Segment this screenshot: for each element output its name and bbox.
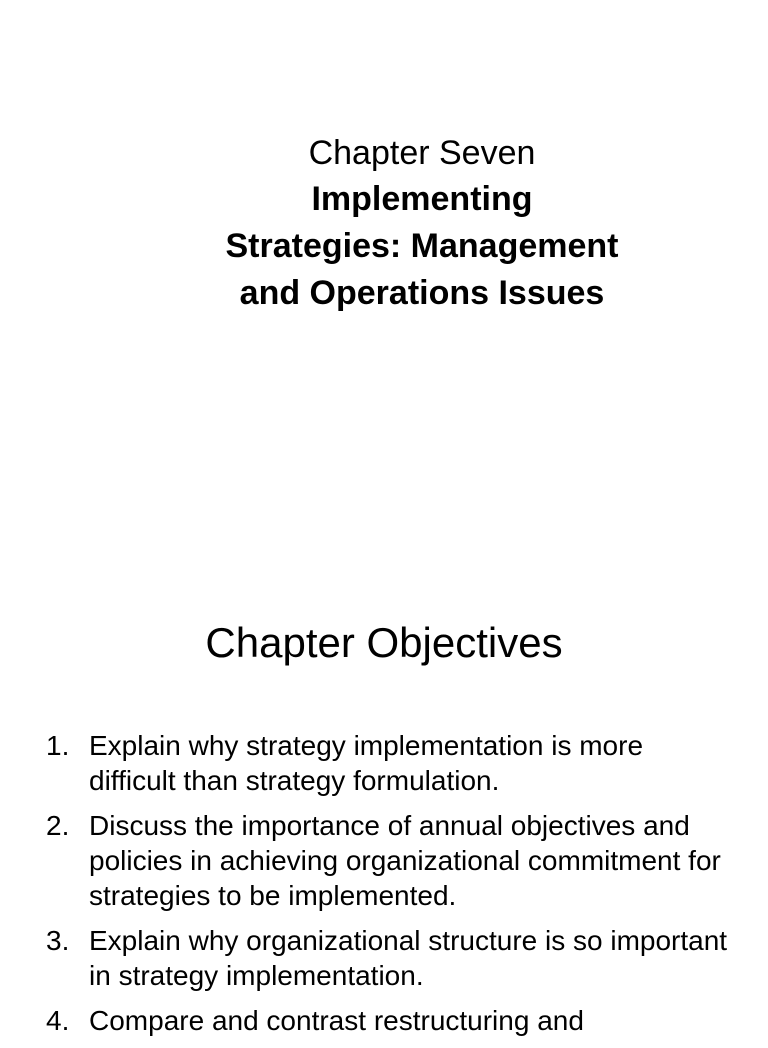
objective-number: 1.: [46, 730, 70, 761]
objective-number: 4.: [46, 1005, 70, 1036]
objectives-heading: Chapter Objectives: [205, 619, 563, 666]
objective-item: [0, 808, 768, 913]
objectives-slide: [0, 560, 768, 1036]
objective-number: 3.: [46, 925, 70, 956]
objective-item: [0, 728, 768, 798]
chapter-title: [0, 176, 768, 317]
objective-item: [0, 1003, 768, 1038]
objective-item: [0, 923, 768, 993]
objective-text: Explain why organizational structure is so important in strategy implementation.: [89, 925, 728, 991]
chapter-title-line: and Operations Issues: [239, 274, 605, 312]
objective-number: 2.: [46, 810, 70, 841]
objective-text: Explain why strategy implementation is more difficult than strategy formulation.: [89, 730, 644, 796]
objectives-list: [0, 728, 768, 1048]
objective-text: Discuss the importance of annual objectives and policies in achieving organizational commitment for strategies to be implemented.: [89, 810, 721, 911]
chapter-label: Chapter Seven: [308, 134, 536, 172]
chapter-title-line: Implementing: [311, 180, 533, 218]
objective-text: Compare and contrast restructuring and: [89, 1005, 584, 1036]
chapter-title-line: Strategies: Management: [225, 227, 619, 265]
